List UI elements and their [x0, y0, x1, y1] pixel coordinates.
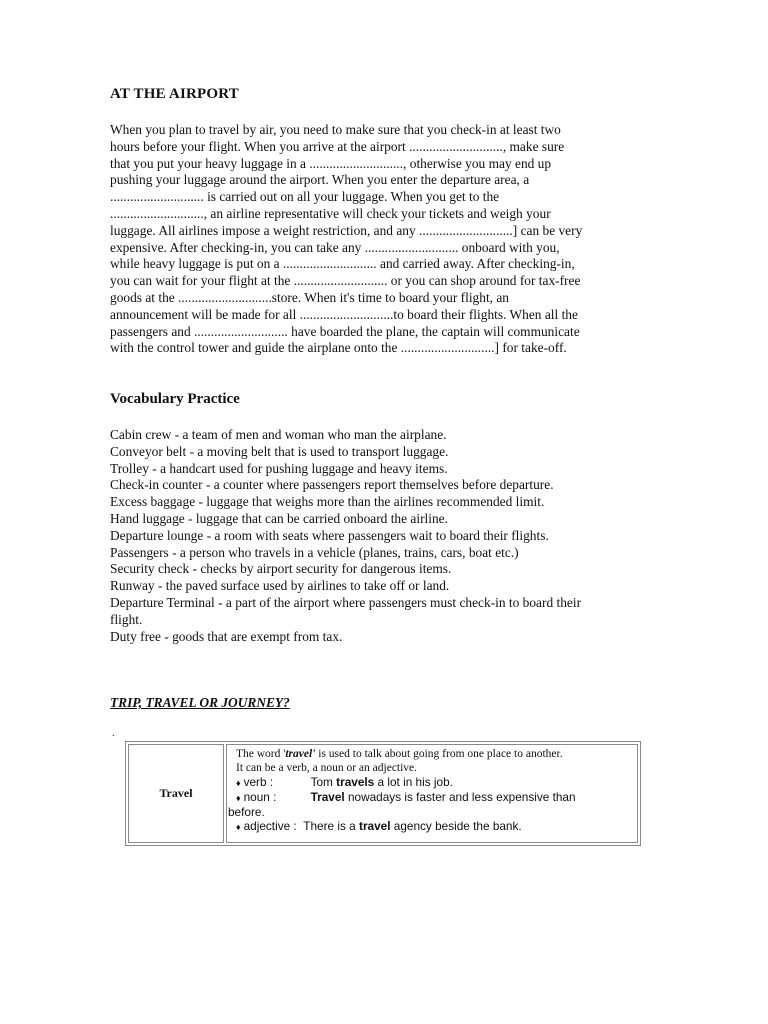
- intro-prefix: The word ': [236, 748, 286, 760]
- vocabulary-item: Trolley - a handcart used for pushing luggage and heavy items.: [110, 460, 448, 476]
- definition-forms: It can be a verb, a noun or an adjective.: [236, 762, 418, 774]
- example-verb: [228, 775, 637, 790]
- passage-line: announcement will be made for all ............................to board their flights. When all the: [110, 306, 578, 322]
- passage-line: passengers and ............................ have boarded the plane, the captain will communicate: [110, 323, 580, 339]
- stray-dot: .: [112, 728, 115, 739]
- example-text: a lot in his job.: [374, 775, 453, 789]
- example-label: noun :: [243, 790, 277, 804]
- passage-line: ............................ is carried out on all your luggage. When you get to the: [110, 189, 500, 205]
- passage-line: ............................, an airline representative will check your tickets and weigh your: [110, 205, 551, 221]
- vocabulary-title: Vocabulary Practice: [110, 391, 240, 407]
- passage-line: When you plan to travel by air, you need to make sure that you check-in at least two: [110, 122, 561, 137]
- vocabulary-list: [110, 427, 670, 645]
- vocabulary-item: Duty free - goods that are exempt from tax.: [110, 628, 343, 644]
- example-keyword: Travel: [310, 790, 345, 804]
- travel-table-definition: [226, 744, 638, 843]
- vocabulary-item: Departure lounge - a room with seats where passengers wait to board their flights.: [110, 527, 549, 543]
- diamond-bullet-icon: ♦: [236, 778, 241, 788]
- vocabulary-item: Runway - the paved surface used by airlines to take off or land.: [110, 578, 450, 594]
- example-noun-continued: before.: [228, 805, 265, 819]
- vocabulary-item: Cabin crew - a team of men and woman who man the airplane.: [110, 427, 447, 442]
- trip-title: TRIP, TRAVEL OR JOURNEY?: [110, 695, 290, 710]
- example-label: verb :: [243, 775, 274, 789]
- example-text: Tom: [310, 775, 337, 789]
- passage-text: [110, 122, 670, 357]
- vocabulary-item: Excess baggage - luggage that weighs more than the airlines recommended limit.: [110, 494, 545, 510]
- passage-line: while heavy luggage is put on a ............................ and carried away. After checking-in,: [110, 256, 575, 272]
- definition-intro: [228, 747, 637, 761]
- passage-line: goods at the ............................store. When it's time to board your flight, an: [110, 289, 509, 305]
- passage-line: expensive. After checking-in, you can take any ............................ onboard with you,: [110, 239, 560, 255]
- vocabulary-item: Check-in counter - a counter where passengers report themselves before departure.: [110, 477, 554, 493]
- vocabulary-item: Hand luggage - luggage that can be carried onboard the airline.: [110, 510, 448, 526]
- passage-line: that you put your heavy luggage in a ............................, otherwise you may end up: [110, 155, 552, 171]
- example-text: nowadays is faster and less expensive than: [344, 790, 576, 804]
- diamond-bullet-icon: ♦: [236, 793, 241, 803]
- example-keyword: travels: [336, 775, 375, 789]
- intro-suffix: is used to talk about going from one place to another.: [315, 748, 563, 760]
- travel-table-row: [128, 744, 638, 843]
- passage-line: luggage. All airlines impose a weight restriction, and any ............................] can be very: [110, 222, 583, 238]
- vocabulary-item: Passengers - a person who travels in a vehicle (planes, trains, cars, boat etc.): [110, 544, 519, 560]
- example-adjective: [228, 819, 637, 834]
- example-text: agency beside the bank.: [390, 819, 522, 833]
- example-noun: [228, 790, 637, 805]
- vocabulary-item-terminal: [110, 595, 670, 629]
- diamond-bullet-icon: ♦: [236, 822, 241, 832]
- passage-line: hours before your flight. When you arrive at the airport ............................, make sure: [110, 138, 565, 154]
- example-keyword: travel: [359, 819, 391, 833]
- example-label: adjective :: [243, 819, 297, 833]
- passage-line: you can wait for your flight at the ............................ or you can shop around for tax-free: [110, 273, 581, 289]
- travel-table: [125, 741, 641, 846]
- vocabulary-item-line: flight.: [110, 611, 143, 627]
- vocabulary-item-line: Departure Terminal - a part of the airport where passengers must check-in to board their: [110, 594, 582, 610]
- passage-title: AT THE AIRPORT: [110, 86, 239, 102]
- vocabulary-item: Security check - checks by airport security for dangerous items.: [110, 561, 452, 577]
- example-text: There is a: [303, 819, 360, 833]
- passage-line: pushing your luggage around the airport. When you enter the departure area, a: [110, 172, 530, 188]
- travel-table-word: Travel: [128, 744, 224, 843]
- passage-line: with the control tower and guide the airplane onto the ............................] for take-off.: [110, 340, 567, 356]
- vocabulary-item: Conveyor belt - a moving belt that is used to transport luggage.: [110, 443, 449, 459]
- intro-word: travel': [285, 748, 316, 760]
